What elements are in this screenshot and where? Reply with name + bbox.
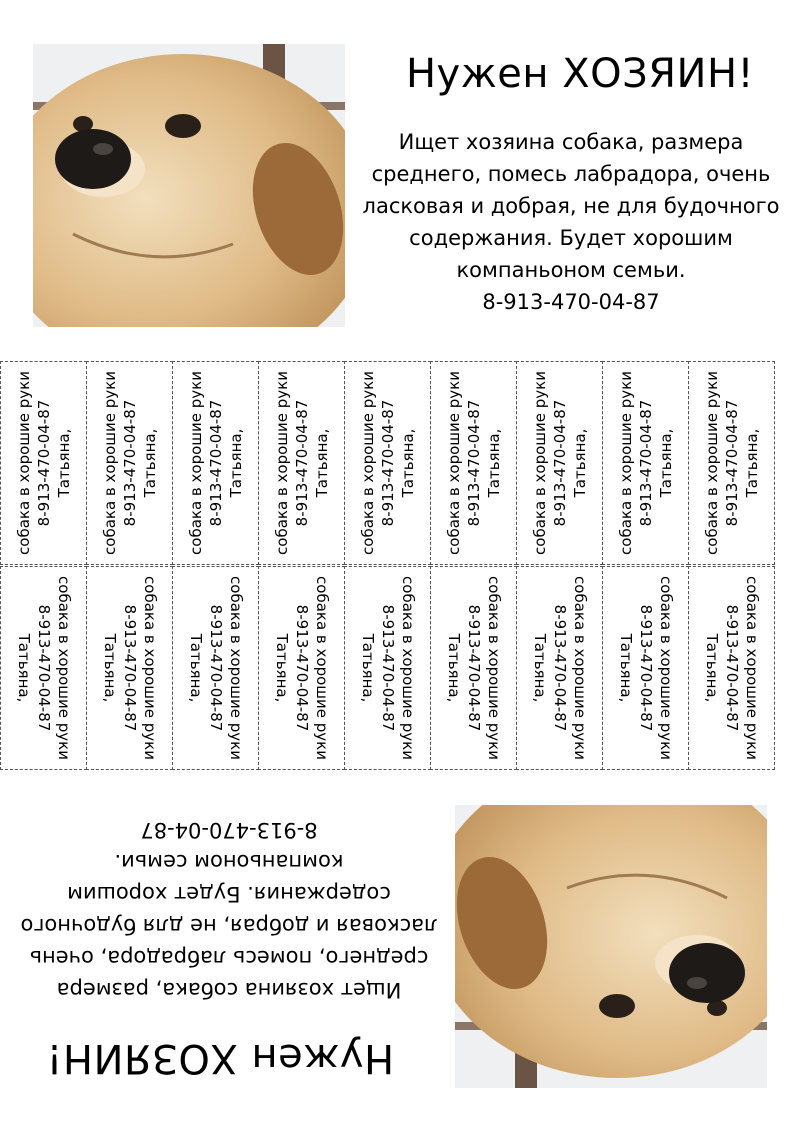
tear-off-tab-text <box>272 368 332 558</box>
tear-off-tab[interactable] <box>86 566 173 770</box>
tab-line3: Татьяна, <box>272 633 291 703</box>
tear-off-tab[interactable] <box>172 566 259 770</box>
tab-line1: собака в хорошие руки <box>54 576 73 760</box>
tab-line3: Татьяна, <box>100 633 119 703</box>
tear-off-tab[interactable] <box>0 361 87 565</box>
phone-number: 8-913-470-04-87 <box>482 290 660 314</box>
tab-line2: 8-913-470-04-87 <box>464 604 483 732</box>
tab-line3: Татьяна, <box>742 428 761 498</box>
tear-off-tab-text <box>530 368 590 558</box>
tab-line1: собака в хорошие руки <box>186 371 205 555</box>
tab-line3: Татьяна, <box>570 428 589 498</box>
phone-number-rotated: 8-913-470-04-87 <box>140 818 318 842</box>
tab-line2: 8-913-470-04-87 <box>34 604 53 732</box>
tab-line2: 8-913-470-04-87 <box>636 604 655 732</box>
tab-line3: Татьяна, <box>616 633 635 703</box>
tab-line3: Татьяна, <box>444 633 463 703</box>
tab-line1: собака в хорошие руки <box>444 371 463 555</box>
tear-off-tab-text <box>186 573 246 763</box>
tear-off-tab[interactable] <box>0 566 87 770</box>
description-text-rotated: Ищет хозяина собака, размера среднего, помесь лабрадора, очень ласковая и добрая, не для будочного содержания. Будет хорошим компаньоном семьи. <box>20 850 438 1002</box>
tear-off-tab-text <box>702 368 762 558</box>
tab-line3: Татьяна, <box>398 428 417 498</box>
tab-line3: Татьяна, <box>54 428 73 498</box>
tab-line2: 8-913-470-04-87 <box>120 604 139 732</box>
tear-off-tab[interactable] <box>688 566 775 770</box>
tab-line3: Татьяна, <box>656 428 675 498</box>
tear-off-tab[interactable] <box>430 361 517 565</box>
tab-line1: собака в хорошие руки <box>140 576 159 760</box>
tear-off-tab-text <box>358 573 418 763</box>
tab-line2: 8-913-470-04-87 <box>464 399 483 527</box>
tab-line1: собака в хорошие руки <box>570 576 589 760</box>
tear-off-tab[interactable] <box>516 566 603 770</box>
tab-line2: 8-913-470-04-87 <box>292 604 311 732</box>
tear-off-tab[interactable] <box>86 361 173 565</box>
tab-line3: Татьяна, <box>186 633 205 703</box>
tab-line3: Татьяна, <box>14 633 33 703</box>
page-title-rotated: Нужен ХОЗЯИН! <box>45 1035 395 1081</box>
tab-line3: Татьяна, <box>358 633 377 703</box>
tear-off-tab-text <box>272 573 332 763</box>
tab-line2: 8-913-470-04-87 <box>636 399 655 527</box>
tab-line1: собака в хорошие руки <box>484 576 503 760</box>
description-block <box>362 126 780 318</box>
description-block-rotated <box>20 814 438 1006</box>
tear-off-row-bottom <box>0 566 800 770</box>
tab-line2: 8-913-470-04-87 <box>206 604 225 732</box>
tear-off-tab[interactable] <box>258 361 345 565</box>
poster-bottom-rotated <box>0 770 800 1132</box>
tear-off-row-top <box>0 361 800 565</box>
tab-line3: Татьяна, <box>530 633 549 703</box>
tear-off-tab-text <box>702 573 762 763</box>
tear-off-tab[interactable] <box>602 566 689 770</box>
tear-off-tab[interactable] <box>602 361 689 565</box>
tab-line1: собака в хорошие руки <box>742 576 761 760</box>
tab-line3: Татьяна, <box>226 428 245 498</box>
tear-off-tab[interactable] <box>344 361 431 565</box>
tear-off-tab[interactable] <box>430 566 517 770</box>
tear-off-tab[interactable] <box>172 361 259 565</box>
tab-line1: собака в хорошие руки <box>702 371 721 555</box>
tear-off-tab-text <box>100 573 160 763</box>
tab-line2: 8-913-470-04-87 <box>550 399 569 527</box>
tear-off-tab-text <box>100 368 160 558</box>
tear-off-tab-text <box>14 368 74 558</box>
tab-line2: 8-913-470-04-87 <box>34 399 53 527</box>
dog-photo-rotated <box>455 805 767 1088</box>
tear-off-tab-text <box>530 573 590 763</box>
tear-off-tab-text <box>444 368 504 558</box>
tab-line1: собака в хорошие руки <box>226 576 245 760</box>
tab-line1: собака в хорошие руки <box>530 371 549 555</box>
tab-line2: 8-913-470-04-87 <box>378 399 397 527</box>
tab-line1: собака в хорошие руки <box>616 371 635 555</box>
tear-off-tab[interactable] <box>344 566 431 770</box>
tab-line3: Татьяна, <box>702 633 721 703</box>
tab-line1: собака в хорошие руки <box>656 576 675 760</box>
tab-line2: 8-913-470-04-87 <box>206 399 225 527</box>
tab-line2: 8-913-470-04-87 <box>292 399 311 527</box>
tab-line2: 8-913-470-04-87 <box>378 604 397 732</box>
tab-line2: 8-913-470-04-87 <box>722 604 741 732</box>
tab-line1: собака в хорошие руки <box>272 371 291 555</box>
tear-off-tab[interactable] <box>258 566 345 770</box>
tab-line3: Татьяна, <box>140 428 159 498</box>
tear-off-tab-text <box>358 368 418 558</box>
tab-line1: собака в хорошие руки <box>398 576 417 760</box>
tab-line1: собака в хорошие руки <box>358 371 377 555</box>
tear-off-tab-text <box>14 573 74 763</box>
page-title: Нужен ХОЗЯИН! <box>405 51 755 97</box>
tab-line1: собака в хорошие руки <box>100 371 119 555</box>
tear-off-tab-text <box>616 368 676 558</box>
tear-off-tab-text <box>444 573 504 763</box>
dog-photo <box>33 44 345 327</box>
tab-line2: 8-913-470-04-87 <box>550 604 569 732</box>
tab-line2: 8-913-470-04-87 <box>722 399 741 527</box>
poster-top <box>0 0 800 360</box>
tab-line1: собака в хорошие руки <box>312 576 331 760</box>
tear-off-tab-text <box>186 368 246 558</box>
description-text: Ищет хозяина собака, размера среднего, помесь лабрадора, очень ласковая и добрая, не для будочного содержания. Будет хорошим компаньоном семьи. <box>362 130 780 282</box>
tear-off-tab-text <box>616 573 676 763</box>
tab-line3: Татьяна, <box>312 428 331 498</box>
tear-off-tab[interactable] <box>516 361 603 565</box>
tab-line1: собака в хорошие руки <box>14 371 33 555</box>
tab-line3: Татьяна, <box>484 428 503 498</box>
tear-off-tab[interactable] <box>688 361 775 565</box>
tab-line2: 8-913-470-04-87 <box>120 399 139 527</box>
